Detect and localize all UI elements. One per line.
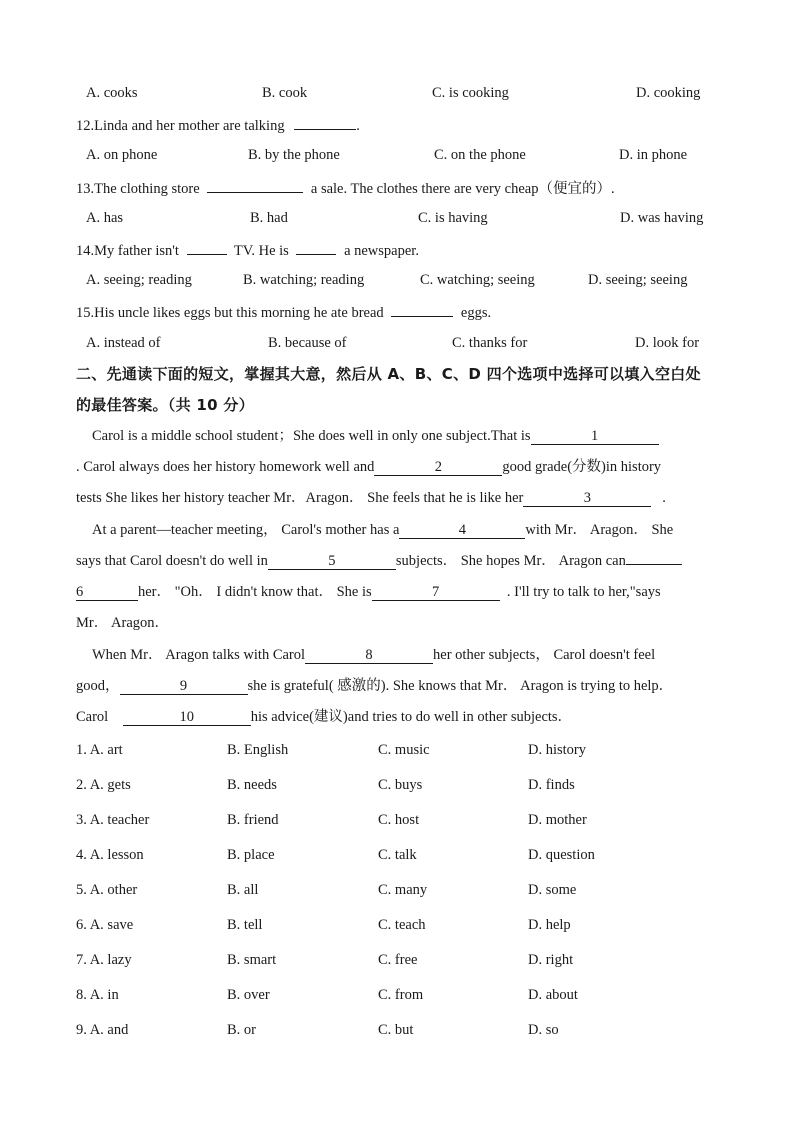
q13-option-d: D. was having (620, 210, 704, 226)
blank-8: 8 (305, 647, 433, 664)
passage-text: good grade(分数)in history (502, 459, 662, 475)
q12-blank (294, 115, 356, 130)
choice-7-a: 7. A. lazy (76, 952, 132, 968)
choice-2-b: B. needs (227, 777, 277, 793)
choice-4-a: 4. A. lesson (76, 847, 144, 863)
question-12 (76, 115, 360, 135)
passage-text: Carol (76, 709, 109, 725)
q13-stem: 13.The clothing store (76, 181, 200, 197)
choice-9-b: B. or (227, 1022, 256, 1038)
choice-2-a: 2. A. gets (76, 777, 131, 793)
passage-text: says that Carol doesn't do well in (76, 553, 268, 569)
passage-text: she is grateful( 感激的). She knows that Mr． Aragon is trying to help． (247, 678, 674, 694)
q14-option-d: D. seeing; seeing (588, 272, 688, 288)
q14-blank-1 (187, 240, 227, 255)
choice-8-d: D. about (528, 987, 578, 1003)
choice-5-a: 5. A. other (76, 882, 138, 898)
passage-text: At a parent—teacher meeting， Carol's mother has a (92, 522, 400, 538)
q14-stem-1: 14.My father isn't (76, 243, 179, 259)
q14-stem-2: TV. He is (233, 243, 289, 259)
passage-line-8 (92, 646, 655, 664)
q11-option-c: C. is cooking (432, 85, 509, 101)
q14-blank-2 (296, 240, 336, 255)
blank-10: 10 (123, 709, 251, 726)
passage-line-10 (76, 708, 572, 726)
q11-option-b: B. cook (262, 85, 308, 101)
question-15 (76, 302, 491, 322)
choice-7-b: B. smart (227, 952, 277, 968)
q15-end: eggs. (460, 305, 492, 321)
choice-1-b: B. English (227, 742, 289, 758)
q15-option-a: A. instead of (86, 335, 161, 351)
q13-option-b: B. had (250, 210, 288, 226)
choice-9-a: 9. A. and (76, 1022, 129, 1038)
choice-3-c: C. host (378, 812, 420, 828)
passage-line-1 (92, 427, 659, 445)
blank-2: 2 (374, 459, 502, 476)
choice-9-c: C. but (378, 1022, 414, 1038)
q13-option-a: A. has (86, 210, 124, 226)
q12-option-b: B. by the phone (248, 147, 340, 163)
question-14 (76, 240, 419, 260)
choice-8-c: C. from (378, 987, 424, 1003)
q11-option-a: A. cooks (86, 85, 138, 101)
passage-text: . (662, 490, 666, 506)
choice-8-a: 8. A. in (76, 987, 119, 1003)
section-heading-line-1: 二、先通读下面的短文，掌握其大意，然后从 A、B、C、D 四个选项中选择可以填入空白处 (76, 365, 701, 383)
passage-text: tests She likes her history teacher Mr．Aragon． She feels that he is like her (76, 490, 524, 506)
q14-option-a: A. seeing; reading (86, 272, 192, 288)
passage-line-7: Mr． Aragon． (76, 615, 170, 631)
passage-text: . I'll try to talk to her,"says (506, 584, 661, 600)
choice-7-c: C. free (378, 952, 418, 968)
q12-option-c: C. on the phone (434, 147, 526, 163)
choice-3-d: D. mother (528, 812, 587, 828)
passage-text: subjects． She hopes Mr． Aragon can (395, 553, 626, 569)
choice-6-d: D. help (528, 917, 571, 933)
section-heading-line-2: 的最佳答案。（共 10 分） (76, 396, 255, 414)
passage-text: his advice(建议)and tries to do well in other subjects． (250, 709, 573, 725)
q15-option-c: C. thanks for (452, 335, 528, 351)
choice-5-b: B. all (227, 882, 259, 898)
passage-line-4 (92, 521, 673, 539)
q14-option-b: B. watching; reading (243, 272, 365, 288)
q15-option-d: D. look for (635, 335, 700, 351)
choice-1-c: C. music (378, 742, 430, 758)
blank-5: 5 (268, 553, 396, 570)
passage-text: Carol is a middle school student；She does well in only one subject.That is (92, 428, 531, 444)
q11-option-d: D. cooking (636, 85, 701, 101)
q13-end: a sale. The clothes there are very cheap（便宜的）. (310, 181, 615, 197)
q15-option-b: B. because of (268, 335, 347, 351)
passage-line-5 (76, 552, 682, 570)
q15-stem: 15.His uncle likes eggs but this morning he ate bread (76, 305, 384, 321)
q14-stem-3: a newspaper. (344, 243, 419, 259)
blank-4: 4 (399, 522, 525, 539)
choice-7-d: D. right (528, 952, 574, 968)
choice-6-a: 6. A. save (76, 917, 134, 933)
passage-line-3 (76, 489, 666, 507)
q12-end: . (356, 118, 360, 134)
passage-text: . Carol always does her history homework well and (76, 459, 375, 475)
choice-3-b: B. friend (227, 812, 279, 828)
passage-line-6 (76, 583, 661, 601)
choice-8-b: B. over (227, 987, 270, 1003)
q14-option-c: C. watching; seeing (420, 272, 535, 288)
passage-text: her． "Oh． I didn't know that． She is (138, 584, 372, 600)
blank-6: 6 (76, 584, 138, 601)
passage-line-2 (76, 458, 661, 476)
blank-3: 3 (523, 490, 651, 507)
choice-2-d: D. finds (528, 777, 575, 793)
passage-text: good， (76, 678, 120, 694)
choice-4-b: B. place (227, 847, 275, 863)
blank-9: 9 (120, 678, 248, 695)
q12-option-a: A. on phone (86, 147, 158, 163)
q12-stem: 12.Linda and her mother are talking (76, 118, 285, 134)
q13-blank (207, 178, 303, 193)
passage-text: with Mr． Aragon． She (525, 522, 674, 538)
choice-5-d: D. some (528, 882, 577, 898)
choice-4-d: D. question (528, 847, 595, 863)
choice-1-a: 1. A. art (76, 742, 123, 758)
blank-1: 1 (531, 428, 659, 445)
choice-9-d: D. so (528, 1022, 559, 1038)
choice-6-c: C. teach (378, 917, 426, 933)
passage-text: When Mr． Aragon talks with Carol (92, 647, 306, 663)
blank-7: 7 (372, 584, 500, 601)
blank-6-start (626, 564, 682, 565)
choice-5-c: C. many (378, 882, 428, 898)
choice-6-b: B. tell (227, 917, 263, 933)
q13-option-c: C. is having (418, 210, 488, 226)
passage-line-9 (76, 677, 673, 695)
choice-3-a: 3. A. teacher (76, 812, 150, 828)
choice-1-d: D. history (528, 742, 586, 758)
q15-blank (391, 302, 453, 317)
question-13 (76, 178, 615, 198)
choice-4-c: C. talk (378, 847, 417, 863)
q12-option-d: D. in phone (619, 147, 688, 163)
choice-2-c: C. buys (378, 777, 423, 793)
passage-text: her other subjects， Carol doesn't feel (433, 647, 656, 663)
